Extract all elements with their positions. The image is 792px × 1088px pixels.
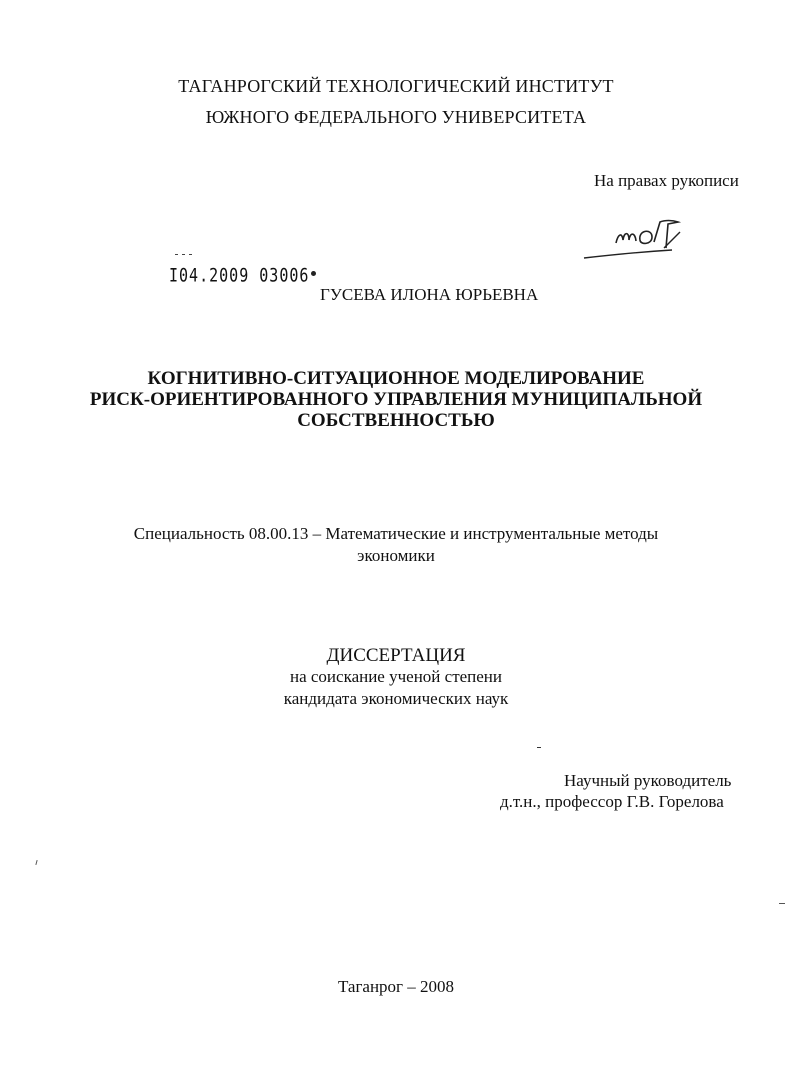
author-name: ГУСЕВА ИЛОНА ЮРЬЕВНА bbox=[320, 285, 539, 304]
supervisor-name: д.т.н., профессор Г.В. Горелова bbox=[500, 792, 724, 811]
signature-underline bbox=[584, 250, 672, 258]
institution-line-1: ТАГАНРОГСКИЙ ТЕХНОЛОГИЧЕСКИЙ ИНСТИТУТ bbox=[178, 76, 614, 96]
signature-stroke-1 bbox=[616, 234, 636, 243]
thesis-title-line-1: КОГНИТИВНО-СИТУАЦИОННОЕ МОДЕЛИРОВАНИЕ bbox=[147, 368, 645, 389]
place-and-year: Таганрог – 2008 bbox=[337, 977, 455, 996]
dissertation-degree-line-2: кандидата экономических наук bbox=[283, 689, 509, 708]
institution-line-2: ЮЖНОГО ФЕДЕРАЛЬНОГО УНИВЕРСИТЕТА bbox=[205, 107, 587, 127]
stamp-mark bbox=[189, 254, 192, 255]
stamp-dot bbox=[311, 271, 316, 276]
thesis-title-line-3: СОБСТВЕННОСТЬЮ bbox=[297, 410, 495, 431]
signature-stroke-2 bbox=[640, 231, 652, 243]
scan-mark bbox=[779, 903, 785, 904]
registration-stamp: I04.2009 03006 bbox=[169, 264, 310, 287]
thesis-title-line-2: РИСК-ОРИЕНТИРОВАННОГО УПРАВЛЕНИЯ МУНИЦИПАЛЬНОЙ bbox=[89, 389, 703, 410]
stamp-mark bbox=[175, 254, 178, 255]
signature-stroke-3 bbox=[654, 221, 678, 249]
specialty-line-2: экономики bbox=[357, 546, 435, 565]
scan-mark bbox=[35, 860, 37, 865]
stamp-mark bbox=[182, 254, 185, 255]
dissertation-degree-line-1: на соискание ученой степени bbox=[289, 667, 503, 686]
manuscript-note: На правах рукописи bbox=[594, 171, 739, 190]
specialty-line-1: Специальность 08.00.13 – Математические и инструментальные методы bbox=[133, 524, 659, 543]
supervisor-role: Научный руководитель bbox=[564, 771, 732, 790]
scan-mark bbox=[537, 747, 541, 748]
dissertation-heading: ДИССЕРТАЦИЯ bbox=[326, 645, 466, 666]
signature bbox=[580, 212, 700, 264]
